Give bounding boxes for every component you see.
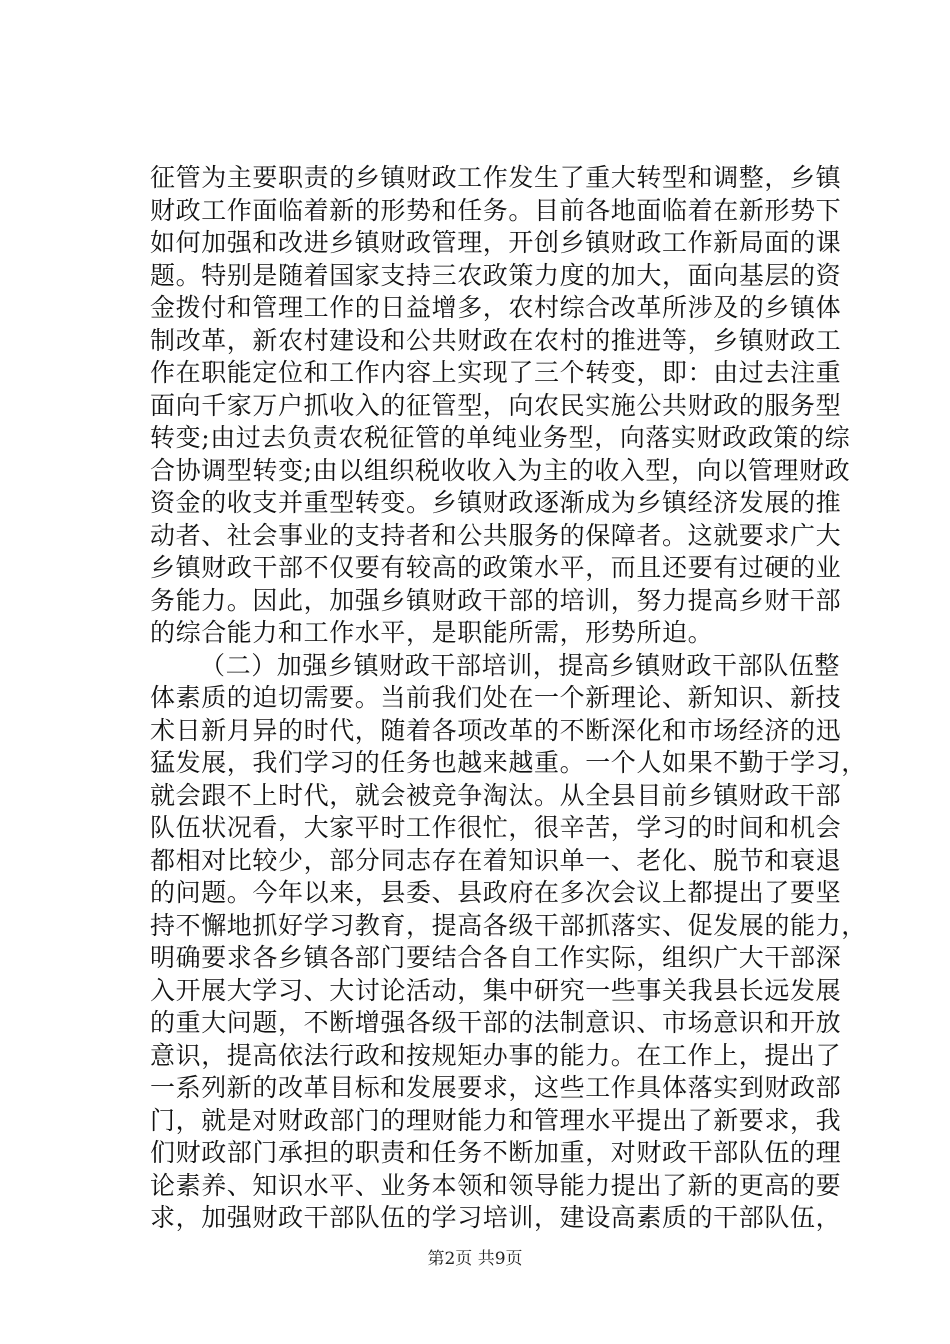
text-line: 论素养、知识水平、业务本领和领导能力提出了新的更高的要 bbox=[150, 1170, 842, 1200]
section-heading-line: （二）加强乡镇财政干部培训，提高乡镇财政干部队伍整 bbox=[200, 650, 841, 680]
text-line: 持不懈地抓好学习教育，提高各级干部抓落实、促发展的能力， bbox=[150, 910, 867, 940]
text-line: 转变;由过去负责农税征管的单纯业务型，向落实财政政策的综 bbox=[150, 423, 851, 452]
text-line: 猛发展，我们学习的任务也越来越重。一个人如果不勤于学习， bbox=[150, 748, 867, 777]
text-line: 一系列新的改革目标和发展要求，这些工作具体落实到财政部 bbox=[150, 1073, 842, 1102]
text-line: 务能力。因此，加强乡镇财政干部的培训，努力提高乡财干部 bbox=[150, 585, 842, 615]
page-footer: 第2页 共9页 bbox=[427, 1249, 523, 1269]
text-line: 合协调型转变;由以组织税收收入为主的收入型，向以管理财政 bbox=[150, 455, 851, 485]
text-line: 作在职能定位和工作内容上实现了三个转变，即：由过去注重 bbox=[150, 358, 842, 387]
text-line: 的重大问题，不断增强各级干部的法制意识、市场意识和开放 bbox=[150, 1008, 842, 1037]
body-text bbox=[150, 162, 867, 1235]
text-line: 征管为主要职责的乡镇财政工作发生了重大转型和调整，乡镇 bbox=[150, 163, 842, 192]
text-line: 金拨付和管理工作的日益增多，农村综合改革所涉及的乡镇体 bbox=[150, 293, 842, 322]
text-line: 入开展大学习、大讨论活动，集中研究一些事关我县长远发展 bbox=[150, 975, 842, 1005]
text-line: 财政工作面临着新的形势和任务。目前各地面临着在新形势下 bbox=[150, 195, 842, 225]
text-line: 的问题。今年以来，县委、县政府在多次会议上都提出了要坚 bbox=[150, 878, 842, 907]
text-line: 乡镇财政干部不仅要有较高的政策水平，而且还要有过硬的业 bbox=[150, 553, 842, 582]
text-line: 体素质的迫切需要。当前我们处在一个新理论、新知识、新技 bbox=[150, 683, 842, 712]
text-line: 们财政部门承担的职责和任务不断加重，对财政干部队伍的理 bbox=[150, 1138, 842, 1167]
text-line: 意识，提高依法行政和按规矩办事的能力。在工作上，提出了 bbox=[150, 1040, 842, 1070]
text-line: 如何加强和改进乡镇财政管理，开创乡镇财政工作新局面的课 bbox=[150, 228, 842, 257]
text-line: 题。特别是随着国家支持三农政策力度的加大，面向基层的资 bbox=[150, 260, 842, 290]
text-line: 都相对比较少，部分同志存在着知识单一、老化、脱节和衰退 bbox=[150, 845, 842, 875]
text-line: 门，就是对财政部门的理财能力和管理水平提出了新要求，我 bbox=[150, 1105, 842, 1135]
text-line: 就会跟不上时代，就会被竞争淘汰。从全县目前乡镇财政干部 bbox=[150, 780, 842, 810]
text-line: 资金的收支并重型转变。乡镇财政逐渐成为乡镇经济发展的推 bbox=[150, 488, 842, 517]
text-line: 求，加强财政干部队伍的学习培训，建设高素质的干部队伍， bbox=[150, 1203, 842, 1232]
text-line: 制改革，新农村建设和公共财政在农村的推进等，乡镇财政工 bbox=[150, 325, 842, 355]
text-line: 动者、社会事业的支持者和公共服务的保障者。这就要求广大 bbox=[150, 520, 842, 550]
text-line: 队伍状况看，大家平时工作很忙，很辛苦，学习的时间和机会 bbox=[150, 813, 842, 842]
text-line: 的综合能力和工作水平，是职能所需，形势所迫。 bbox=[150, 618, 714, 647]
text-line: 面向千家万户抓收入的征管型，向农民实施公共财政的服务型 bbox=[150, 390, 842, 420]
text-line: 术日新月异的时代，随着各项改革的不断深化和市场经济的迅 bbox=[150, 715, 842, 745]
text-line: 明确要求各乡镇各部门要结合各自工作实际，组织广大干部深 bbox=[150, 943, 842, 972]
